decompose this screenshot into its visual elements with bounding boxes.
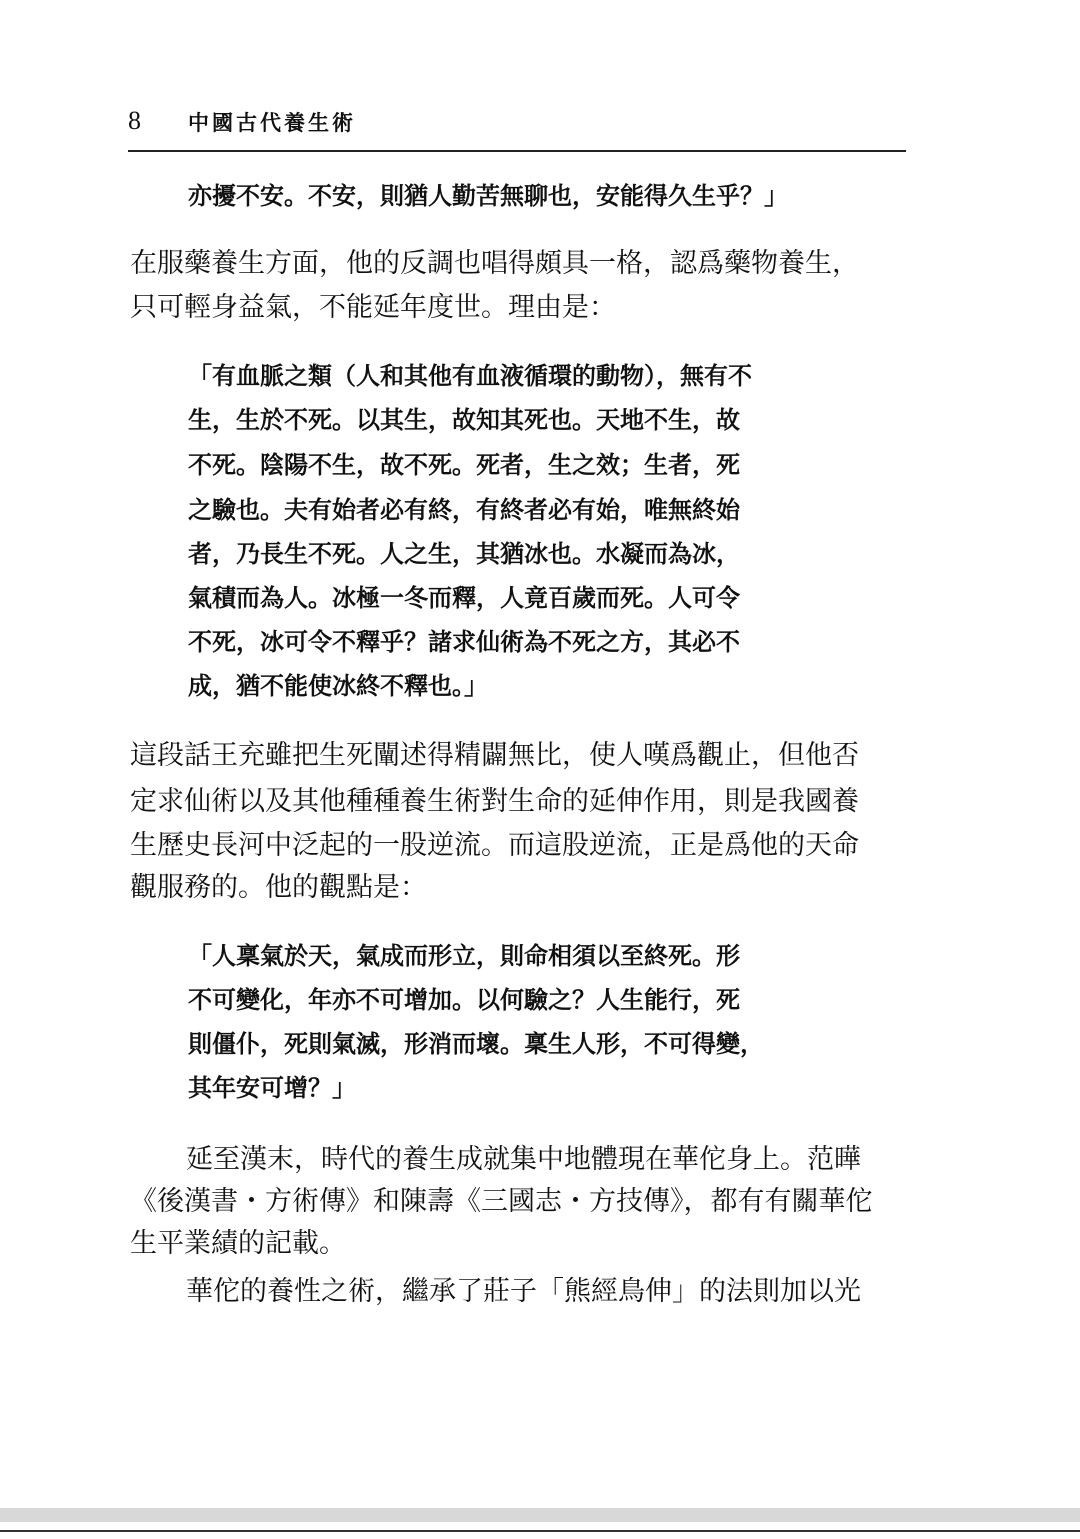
quote-line: 者，乃長生不死。人之生，其猶冰也。水凝而為冰， <box>188 539 740 568</box>
paragraph-line: 定求仙術以及其他種種養生術對生命的延伸作用，則是我國養 <box>130 786 859 817</box>
quote-line: 則僵仆，死則氣滅，形消而壞。稟生人形，不可得變， <box>188 1029 764 1058</box>
page-number: 8 <box>128 106 141 135</box>
quote-line: 「有血脈之類（人和其他有血液循環的動物），無有不 <box>188 361 752 390</box>
quote-line: 氣積而為人。冰極一冬而釋，人竟百歲而死。人可令 <box>188 583 740 612</box>
paragraph-line: 只可輕身益氣，不能延年度世。理由是： <box>130 292 616 323</box>
quote-line: 生，生於不死。以其生，故知其死也。天地不生，故 <box>188 405 740 434</box>
quote-line: 成，猶不能使冰終不釋也。」 <box>188 671 488 700</box>
quote-line: 不可變化，年亦不可增加。以何驗之？人生能行，死 <box>188 985 740 1014</box>
paragraph-line: 這段話王充雖把生死闡述得精闢無比，使人嘆爲觀止，但他否 <box>130 740 859 771</box>
scan-bottom-edge <box>0 1530 1080 1532</box>
quote-line: 之驗也。夫有始者必有終，有終者必有始，唯無終始 <box>188 495 740 524</box>
paragraph-line: 觀服務的。他的觀點是： <box>130 872 427 903</box>
paragraph-line: 《後漢書・方術傳》和陳壽《三國志・方技傳》，都有有關華佗 <box>130 1186 873 1217</box>
paragraph-line: 華佗的養性之術，繼承了莊子「熊經鳥伸」的法則加以光 <box>186 1276 861 1307</box>
quote-line: 亦擾不安。不安，則猶人勤苦無聊也，安能得久生乎？」 <box>188 181 788 210</box>
paragraph-line: 生歷史長河中泛起的一股逆流。而這股逆流，正是爲他的天命 <box>130 830 859 861</box>
book-title: 中國古代養生術 <box>188 110 356 135</box>
paragraph-line: 生平業績的記載。 <box>130 1228 346 1259</box>
page-header <box>128 104 906 150</box>
header-rule <box>128 150 906 152</box>
quote-line: 不死，冰可令不釋乎？諸求仙術為不死之方，其必不 <box>188 627 740 656</box>
paragraph-line: 在服藥養生方面，他的反調也唱得頗具一格，認爲藥物養生， <box>130 248 859 279</box>
scan-bottom-bar <box>0 1508 1080 1522</box>
quote-line: 不死。陰陽不生，故不死。死者，生之效；生者，死 <box>188 450 740 479</box>
quote-line: 其年安可增？」 <box>188 1073 356 1102</box>
quote-line: 「人稟氣於天，氣成而形立，則命相須以至終死。形 <box>188 941 740 970</box>
paragraph-line: 延至漢末，時代的養生成就集中地體現在華佗身上。范曄 <box>186 1144 861 1175</box>
